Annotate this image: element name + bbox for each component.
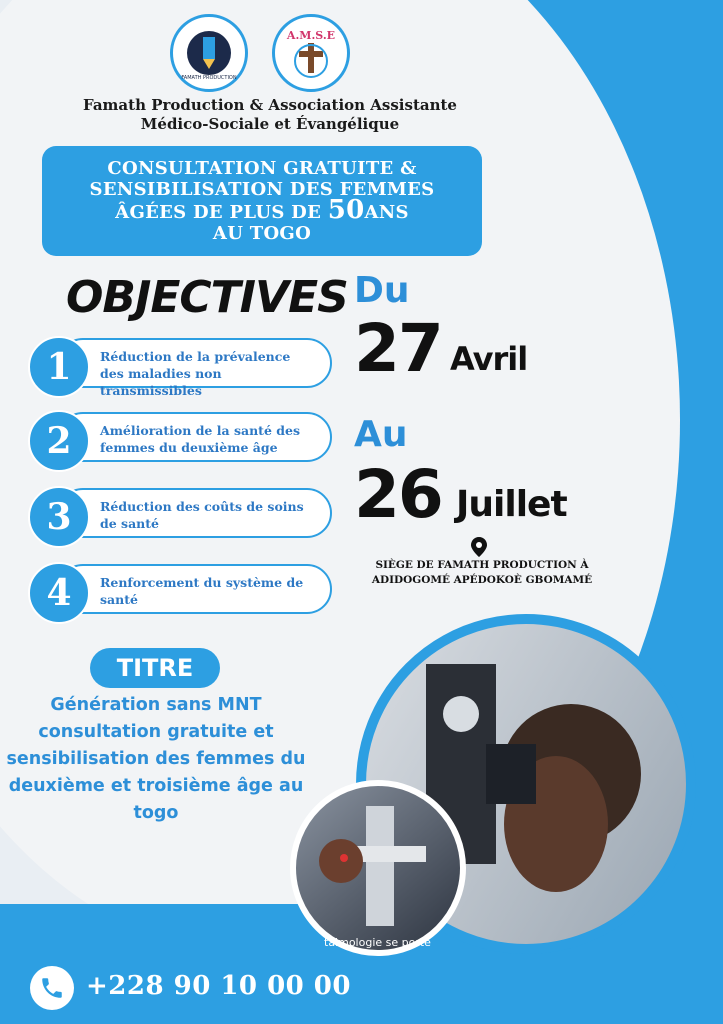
famath-logo (170, 14, 248, 92)
start-month: Avril (450, 340, 528, 378)
title-age-number: 50 (327, 195, 365, 225)
objective-number: 2 (28, 410, 90, 472)
venue-line1: SIÈGE DE FAMATH PRODUCTION À (375, 559, 589, 571)
title-line3-b: ANS (364, 202, 409, 223)
org-line1: Famath Production & Association Assistante (83, 96, 457, 114)
pencil-icon (179, 23, 239, 83)
location-pin-icon (470, 536, 488, 558)
start-day: 27 (354, 310, 442, 387)
date-to-label: Au (354, 414, 408, 455)
date-from-label: Du (354, 270, 410, 311)
title-line1: CONSULTATION GRATUITE & (107, 158, 417, 179)
titre-badge: TITRE (90, 648, 220, 688)
titre-description: Génération sans MNT consultation gratuite et sensibilisation des femmes du deuxième et troisième âge au togo (6, 695, 306, 823)
objective-item (28, 564, 332, 618)
phone-number[interactable]: +228 90 10 00 00 (86, 971, 351, 1001)
campaign-title-box (42, 146, 482, 256)
venue-line2: ADIDOGOMÉ APÉDOKOÈ GBOMAMÉ (371, 574, 593, 586)
objective-text: Réduction de la prévalence des maladies non transmissibles (58, 338, 332, 388)
ophthalmology-photo-secondary (290, 780, 466, 956)
title-line4: AU TOGO (212, 223, 312, 244)
slit-lamp-illustration (296, 786, 460, 950)
objectives-heading: OBJECTIVES (66, 272, 348, 323)
organization-name (80, 96, 460, 134)
objective-number: 3 (28, 486, 90, 548)
end-month: Juillet (456, 484, 567, 525)
objective-item (28, 412, 332, 466)
objective-text: Réduction des coûts de soins de santé (58, 488, 332, 538)
logo-right-text: A.M.S.E (286, 29, 336, 42)
objective-number: 4 (28, 562, 90, 624)
objective-number: 1 (28, 336, 90, 398)
title-line3-a: ÂGÉES DE PLUS DE (115, 202, 328, 223)
objective-item (28, 338, 332, 398)
objective-text: Renforcement du système de santé (58, 564, 332, 614)
objective-item (28, 488, 332, 542)
end-day: 26 (354, 456, 442, 533)
logo-left-text: FAMATH PRODUCTION (181, 75, 237, 81)
objective-text: Amélioration de la santé des femmes du deuxième âge (58, 412, 332, 462)
amse-logo (272, 14, 350, 92)
phone-icon (30, 966, 74, 1010)
venue-address (352, 558, 612, 588)
cross-icon (279, 21, 343, 85)
photo-caption: talmologie se porte (324, 936, 431, 949)
org-line2: Médico-Sociale et Évangélique (140, 115, 400, 133)
title-line3 (115, 195, 409, 225)
title-line2: SENSIBILISATION DES FEMMES (89, 179, 435, 200)
